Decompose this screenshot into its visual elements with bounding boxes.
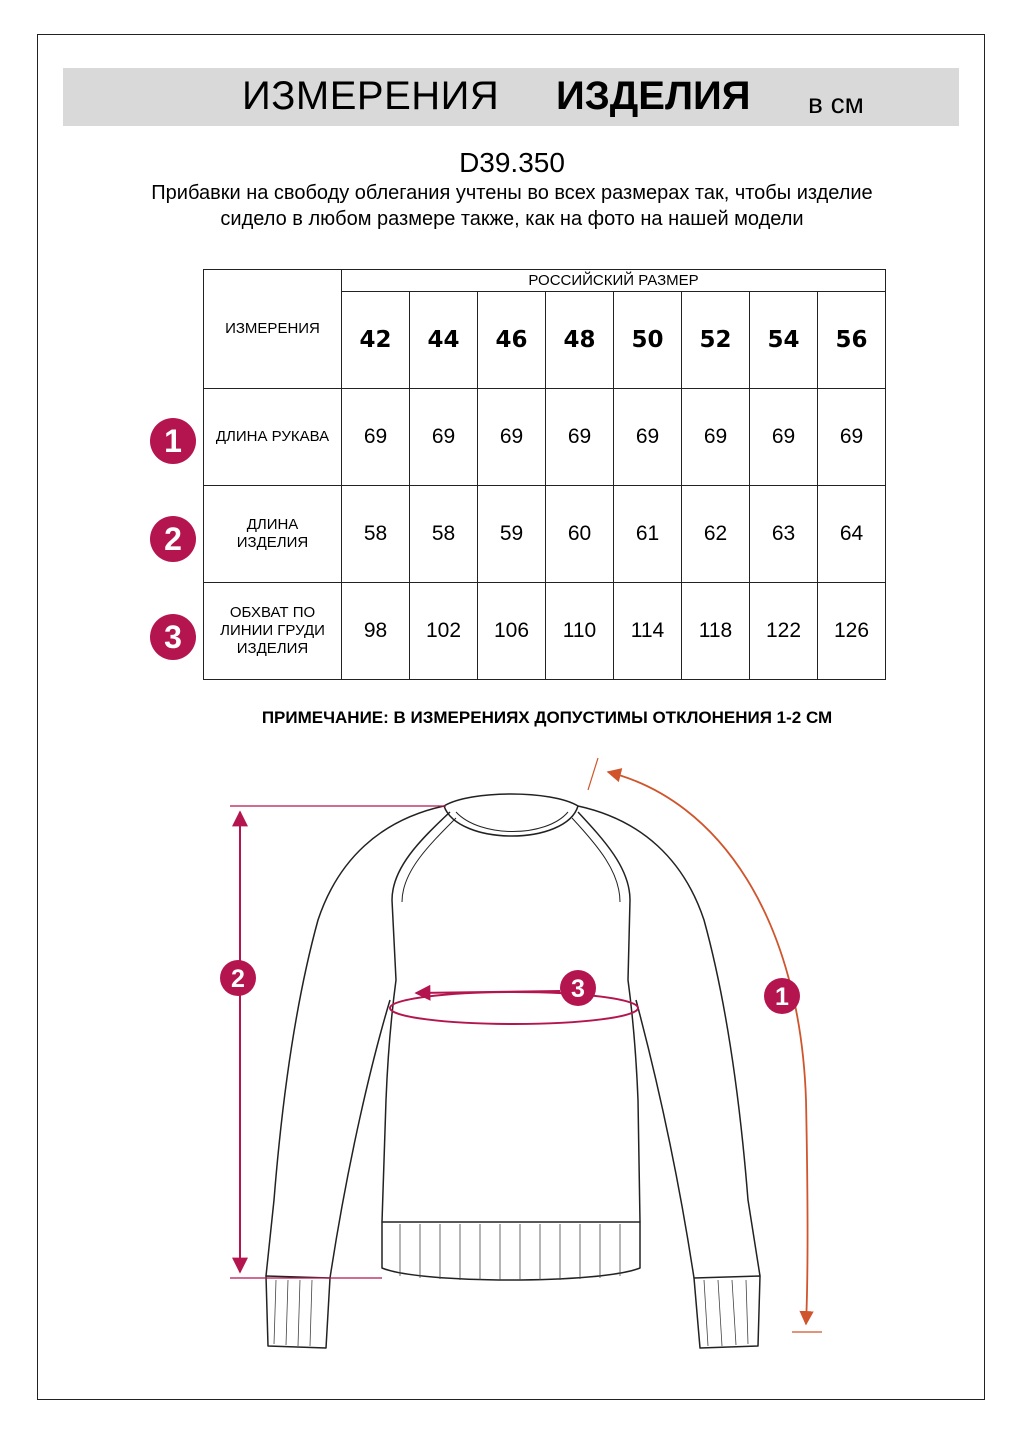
neck-inner [456,812,568,832]
sleeve-arrow [608,772,808,1324]
size-table [203,269,886,680]
row-label [204,583,342,680]
table-cell: 69 [410,389,478,486]
diagram-marker-1 [764,978,800,1014]
table-cell: 106 [478,583,546,680]
size-system-header: РОССИЙСКИЙ РАЗМЕР [342,270,886,292]
table-cell: 102 [410,583,478,680]
table-cell: 61 [614,486,682,583]
table-cell: 69 [682,389,750,486]
table-cell: 98 [342,583,410,680]
left-sleeve-inner [330,1000,390,1278]
right-cuff [694,1276,760,1348]
table-cell: 110 [546,583,614,680]
table-cell: 69 [818,389,886,486]
sweater-outline [266,794,760,1348]
row-label-text: ОБХВАТ ПО ЛИНИИ ГРУДИ ИЗДЕЛИЯ [220,604,325,657]
hem-rib [382,1222,640,1280]
table-row [204,486,886,583]
size-header: 50 [614,292,682,389]
left-sleeve-outer [266,806,444,1276]
table-cell: 69 [546,389,614,486]
fit-description: Прибавки на свободу облегания учтены во всех размерах так, чтобы изделие сидело в любом размере также, как на фото на нашей модели [151,182,873,230]
diagram-marker-1-label: 1 [775,983,789,1011]
table-cell: 69 [614,389,682,486]
chest-ellipse [390,992,638,1024]
table-row [204,583,886,680]
size-header: 52 [682,292,750,389]
table-cell: 126 [818,583,886,680]
size-header: 56 [818,292,886,389]
sweater-diagram [0,740,1024,1380]
table-cell: 69 [342,389,410,486]
rib-stripes [274,1224,748,1346]
size-header: 42 [342,292,410,389]
diagram-marker-2 [220,960,256,996]
chest-measure [390,991,638,1024]
table-cell: 62 [682,486,750,583]
right-raglan-seam [578,812,640,1222]
table-cell: 69 [478,389,546,486]
size-header: 44 [410,292,478,389]
left-raglan-detail [402,818,456,902]
row-marker-2: 2 [150,516,196,562]
table-row [204,389,886,486]
right-raglan-detail [572,818,620,902]
row-label-text: ДЛИНА ИЗДЕЛИЯ [236,516,309,551]
measurements-header: ИЗМЕРЕНИЯ [204,270,342,389]
table-cell: 58 [410,486,478,583]
diagram-marker-3-label: 3 [571,975,585,1003]
row-marker-1: 1 [150,418,196,464]
sleeve-measure [588,758,822,1332]
diagram-marker-2-label: 2 [231,965,245,993]
table-cell: 122 [750,583,818,680]
table-cell: 63 [750,486,818,583]
right-sleeve-outer [578,806,760,1276]
table-cell: 69 [750,389,818,486]
table-cell: 114 [614,583,682,680]
header-title-measurements: ИЗМЕРЕНИЯ [242,74,500,118]
size-header: 48 [546,292,614,389]
diagram-marker-3 [560,970,596,1006]
neck-rib [444,794,578,836]
size-header: 46 [478,292,546,389]
article-number: D39.350 [459,147,565,178]
table-cell: 118 [682,583,750,680]
row-label [204,486,342,583]
table-cell: 64 [818,486,886,583]
row-marker-3: 3 [150,614,196,660]
row-label: ДЛИНА РУКАВА [204,389,342,486]
size-header: 54 [750,292,818,389]
header-unit: в см [808,88,864,119]
right-sleeve-inner [636,1000,694,1278]
table-cell: 60 [546,486,614,583]
table-cell: 59 [478,486,546,583]
header-title-product: ИЗДЕЛИЯ [556,74,751,118]
table-cell: 58 [342,486,410,583]
tolerance-note: ПРИМЕЧАНИЕ: В ИЗМЕРЕНИЯХ ДОПУСТИМЫ ОТКЛОНЕНИЯ 1-2 СМ [261,708,833,727]
